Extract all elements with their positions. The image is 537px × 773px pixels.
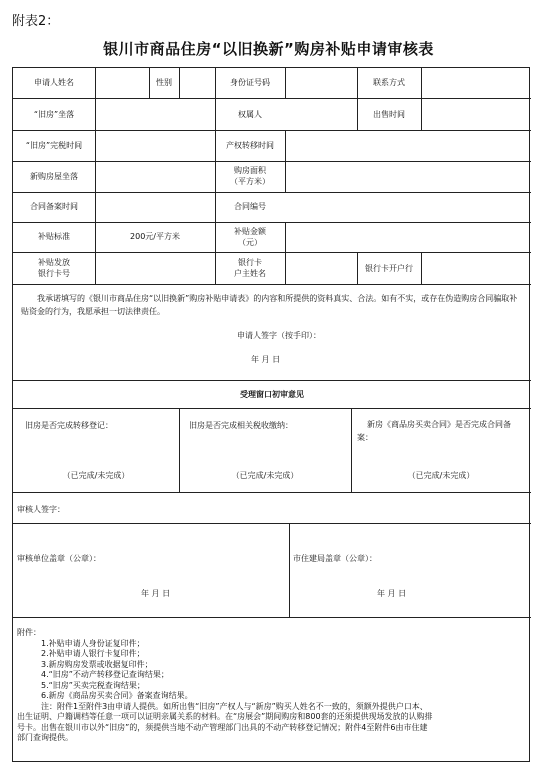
label-sale-time: 出售时间: [373, 110, 405, 119]
label-contract-number: 合同编号: [234, 202, 266, 211]
reviewer-signature-label: 审核人签字：: [17, 505, 65, 514]
label-bank-card: 补贴发放: [38, 258, 70, 267]
remark-line: 部门查询提供。: [17, 733, 73, 742]
unit-seal-label: 审核单位盖章（公章）：: [17, 554, 101, 563]
label-contract-filing-time: 合同备案时间: [30, 202, 78, 211]
review-q2-status: （已完成/未完成）: [231, 471, 299, 480]
label-purchase-area-unit: （平方米）: [230, 177, 270, 186]
bureau-seal-date: 年 月 日: [377, 589, 407, 598]
note-item: 2.补贴申请人银行卡复印件；: [41, 649, 145, 658]
label-subsidy-amount: 补贴金额: [234, 227, 266, 236]
attachments-notes: [17, 628, 527, 744]
label-contact: 联系方式: [373, 78, 405, 87]
remark-line: 出生证明、户籍调档等任意一项可以证明亲属关系的材料。在“房展会”期间购房和800套的还须提供现场发放的认购排: [17, 712, 433, 721]
label-applicant-name: 申请人姓名: [34, 78, 74, 87]
label-id-number: 身份证号码: [230, 78, 270, 87]
applicant-signature-label: 申请人签字（按手印）：: [237, 331, 321, 340]
notes-heading: 附件：: [17, 628, 41, 637]
note-item: 4.“旧房”不动产转移登记查询结果；: [41, 670, 169, 679]
review-q1: 旧房是否完成转移登记：: [25, 421, 113, 430]
label-old-house-tax-time: “旧房”完税时间: [25, 141, 83, 150]
label-new-house-location: 新购房屋坐落: [30, 172, 78, 181]
label-card-holder: 银行卡: [238, 258, 262, 267]
unit-seal-date: 年 月 日: [141, 589, 171, 598]
label-card-holder-name: 户主姓名: [234, 269, 266, 278]
label-purchase-area: 购房面积: [234, 166, 266, 175]
review-q3-status: （已完成/未完成）: [407, 471, 475, 480]
application-form: [12, 67, 530, 762]
label-old-house-location: “旧房”坐落: [33, 110, 75, 119]
label-transfer-time: 产权转移时间: [226, 141, 274, 150]
label-owner: 权属人: [238, 110, 262, 119]
review-q2: 旧房是否完成相关税收缴纳：: [189, 421, 293, 430]
review-heading: 受理窗口初审意见: [240, 390, 304, 399]
declaration-date: 年 月 日: [251, 355, 281, 364]
label-bank-card-number: 银行卡号: [38, 269, 70, 278]
label-subsidy-standard: 补贴标准: [38, 232, 70, 241]
subsidy-standard-value: 200元/平方米: [130, 232, 180, 241]
note-item: 3.新房购房发票或收据复印件；: [41, 659, 153, 669]
review-q1-status: （已完成/未完成）: [62, 471, 130, 480]
review-q3: 新房《商品房买卖合同》是否完成合同备案：: [357, 420, 511, 442]
bureau-seal-label: 市住建局盖章（公章）：: [293, 554, 377, 563]
note-item: 5.“旧房”买卖完税查询结果；: [41, 680, 145, 690]
label-card-bank: 银行卡开户行: [365, 264, 413, 273]
label-gender: 性别: [156, 78, 172, 87]
remark-line: 注：附件1至附件3由申请人提供。如所出售“旧房”产权人与“新房”购买人姓名不一致的，须额外提供户口本、: [41, 701, 428, 711]
note-item: 1.补贴申请人身份证复印件；: [41, 638, 145, 648]
attachment-label: 附表2：: [12, 14, 60, 29]
label-subsidy-amount-unit: （元）: [238, 238, 262, 247]
note-item: 6.新房《商品房买卖合同》备案查询结果。: [41, 691, 193, 700]
form-title: 银川市商品住房“以旧换新”购房补贴申请审核表: [103, 40, 434, 58]
declaration-text: 我承诺填写的《银川市商品住房“以旧换新”购房补贴申请表》的内容和所提供的资料真实、合法。如有不实，或存在伪造购房合同骗取补贴资金的行为，我愿承担一切法律责任。: [21, 294, 518, 316]
remark-line: 号卡。出售在银川市以外“旧房”的，须提供当地不动产管理部门出具的不动产转移登记情况；附件4至附件6由市住建: [17, 722, 428, 732]
